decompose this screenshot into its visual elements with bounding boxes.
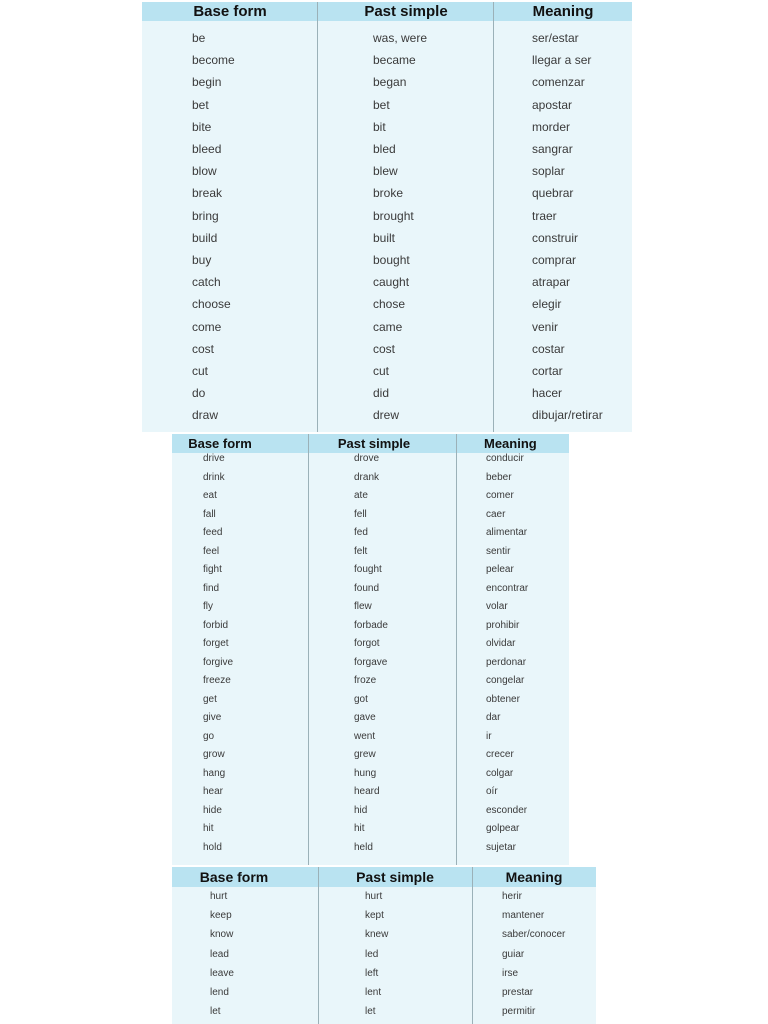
cell-base-form: bleed xyxy=(192,142,222,156)
cell-meaning: conducir xyxy=(486,453,524,464)
cell-base-form: cost xyxy=(192,341,215,356)
cell-meaning: hacer xyxy=(532,386,563,401)
cell-meaning: oír xyxy=(486,786,498,797)
table-header xyxy=(172,867,596,887)
cell-past-simple: bled xyxy=(373,142,396,156)
cell-meaning: prohibir xyxy=(486,619,520,631)
cell-meaning: crecer xyxy=(486,749,514,760)
cell-base-form: lend xyxy=(210,987,229,998)
cell-past-simple: kept xyxy=(365,910,384,922)
cell-meaning: prestar xyxy=(502,987,534,998)
table-header xyxy=(142,2,632,21)
cell-past-simple: began xyxy=(373,75,407,90)
cell-meaning: atrapar xyxy=(532,275,571,290)
cell-past-simple: bit xyxy=(373,119,386,134)
table-row xyxy=(142,253,632,267)
cell-past-simple: hurt xyxy=(365,891,383,902)
cell-meaning: encontrar xyxy=(486,582,529,594)
table-row xyxy=(142,231,632,245)
table-row xyxy=(142,364,632,378)
cell-meaning: sangrar xyxy=(532,142,573,156)
cell-past-simple: drew xyxy=(373,408,400,423)
table-row xyxy=(142,142,632,156)
header-base-form: Base form xyxy=(199,869,269,885)
cell-past-simple: drove xyxy=(354,453,380,464)
header-base-form: Base form xyxy=(193,3,267,20)
cell-past-simple: chose xyxy=(373,297,406,312)
cell-meaning: quebrar xyxy=(532,186,574,201)
cell-base-form: buy xyxy=(192,253,212,267)
cell-base-form: draw xyxy=(192,408,219,423)
cell-base-form: drive xyxy=(203,453,225,464)
cell-base-form: become xyxy=(192,53,235,68)
table-row xyxy=(172,527,569,541)
cell-meaning: sentir xyxy=(486,545,511,557)
cell-past-simple: ate xyxy=(354,490,368,501)
cell-base-form: begin xyxy=(192,75,222,90)
cell-base-form: let xyxy=(210,1006,221,1018)
cell-base-form: be xyxy=(192,31,206,45)
verb-table-2 xyxy=(172,434,569,865)
cell-meaning: comprar xyxy=(532,253,577,267)
table-row xyxy=(142,275,632,289)
table-row xyxy=(172,712,569,726)
table-row xyxy=(172,546,569,560)
cell-past-simple: fought xyxy=(354,564,382,575)
cell-meaning: beber xyxy=(486,471,512,483)
cell-meaning: construir xyxy=(532,230,579,245)
cell-meaning: caer xyxy=(486,508,506,520)
cell-meaning: congelar xyxy=(486,675,525,686)
table-row xyxy=(172,601,569,615)
cell-meaning: irse xyxy=(502,967,519,979)
cell-base-form: bite xyxy=(192,119,212,134)
table-row xyxy=(142,408,632,422)
cell-meaning: pelear xyxy=(486,564,514,575)
cell-past-simple: came xyxy=(373,319,403,334)
cell-meaning: saber/conocer xyxy=(502,929,566,941)
cell-past-simple: cost xyxy=(373,341,396,356)
table-row xyxy=(172,823,569,837)
cell-past-simple: flew xyxy=(354,601,372,612)
cell-past-simple: grew xyxy=(354,749,376,760)
cell-meaning: perdonar xyxy=(486,656,527,668)
table-row xyxy=(142,186,632,200)
cell-base-form: forget xyxy=(203,638,229,649)
cell-past-simple: broke xyxy=(373,186,404,201)
cell-meaning: costar xyxy=(532,341,565,356)
cell-base-form: hang xyxy=(203,767,226,779)
cell-meaning: colgar xyxy=(486,767,514,779)
cell-base-form: fall xyxy=(203,508,216,520)
table-row xyxy=(172,675,569,689)
cell-meaning: herir xyxy=(502,891,523,902)
cell-meaning: comer xyxy=(486,490,514,501)
cell-base-form: bet xyxy=(192,97,209,112)
table-row xyxy=(172,786,569,800)
header-past-simple: Past simple xyxy=(356,869,434,885)
cell-meaning: llegar a ser xyxy=(532,53,592,68)
cell-past-simple: hung xyxy=(354,767,377,779)
cell-past-simple: fed xyxy=(354,527,368,538)
cell-past-simple: froze xyxy=(354,675,377,686)
cell-past-simple: built xyxy=(373,230,396,245)
cell-past-simple: fell xyxy=(354,508,367,520)
table-row xyxy=(142,31,632,45)
table-row xyxy=(172,694,569,708)
cell-past-simple: held xyxy=(354,841,373,853)
cell-base-form: choose xyxy=(192,297,231,312)
cell-past-simple: went xyxy=(354,730,376,742)
table-row xyxy=(172,805,569,819)
cell-past-simple: forbade xyxy=(354,619,388,631)
cell-meaning: dibujar/retirar xyxy=(532,408,603,423)
cell-base-form: fight xyxy=(203,564,222,575)
cell-base-form: go xyxy=(203,730,215,742)
table-row xyxy=(172,472,569,486)
cell-meaning: elegir xyxy=(532,297,562,312)
cell-base-form: feel xyxy=(203,545,220,557)
table-row xyxy=(172,987,596,1001)
cell-meaning: alimentar xyxy=(486,527,528,538)
table-row xyxy=(172,564,569,578)
cell-meaning: ser/estar xyxy=(532,31,579,45)
header-past-simple: Past simple xyxy=(337,436,411,451)
table-row xyxy=(142,75,632,89)
cell-base-form: drink xyxy=(203,471,225,483)
cell-past-simple: forgave xyxy=(354,656,388,668)
cell-base-form: bring xyxy=(192,208,219,223)
cell-base-form: leave xyxy=(210,967,234,979)
cell-base-form: break xyxy=(192,186,223,201)
cell-past-simple: became xyxy=(373,53,416,68)
cell-past-simple: blew xyxy=(373,164,398,179)
cell-meaning: traer xyxy=(532,208,557,223)
verb-table-3 xyxy=(172,867,596,1024)
cell-past-simple: bought xyxy=(373,253,410,267)
cell-past-simple: left xyxy=(365,967,379,979)
cell-base-form: feed xyxy=(203,527,223,538)
cell-past-simple: forgot xyxy=(354,638,380,649)
cell-meaning: ir xyxy=(486,730,492,742)
table-row xyxy=(142,120,632,134)
header-meaning: Meaning xyxy=(532,3,594,20)
table-row xyxy=(142,320,632,334)
cell-base-form: find xyxy=(203,582,220,594)
table-row xyxy=(172,842,569,856)
table-row xyxy=(172,949,596,963)
table-row xyxy=(142,386,632,400)
table-row xyxy=(172,509,569,523)
cell-meaning: mantener xyxy=(502,910,545,922)
cell-base-form: build xyxy=(192,230,218,245)
table-row xyxy=(142,209,632,223)
cell-meaning: dar xyxy=(486,712,501,723)
cell-past-simple: bet xyxy=(373,97,390,112)
cell-base-form: hit xyxy=(203,823,214,834)
cell-base-form: blow xyxy=(192,164,217,179)
cell-base-form: keep xyxy=(210,910,232,922)
cell-base-form: give xyxy=(203,712,222,723)
cell-past-simple: cut xyxy=(373,364,390,378)
cell-past-simple: did xyxy=(373,386,390,401)
cell-base-form: eat xyxy=(203,490,217,501)
table-row xyxy=(142,342,632,356)
table-row xyxy=(172,620,569,634)
cell-base-form: hear xyxy=(203,786,224,797)
header-past-simple: Past simple xyxy=(364,3,448,20)
cell-meaning: venir xyxy=(532,319,559,334)
cell-meaning: comenzar xyxy=(532,75,585,90)
table-row xyxy=(172,891,596,905)
verb-table-1 xyxy=(142,2,632,432)
cell-meaning: permitir xyxy=(502,1006,536,1018)
cell-base-form: get xyxy=(203,693,217,705)
header-base-form: Base form xyxy=(188,436,252,451)
table-row xyxy=(172,1006,596,1020)
cell-meaning: sujetar xyxy=(486,841,517,853)
cell-past-simple: led xyxy=(365,948,379,960)
cell-meaning: esconder xyxy=(486,804,528,816)
cell-meaning: golpear xyxy=(486,823,520,834)
cell-past-simple: drank xyxy=(354,471,380,483)
cell-past-simple: let xyxy=(365,1006,376,1018)
cell-base-form: forgive xyxy=(203,656,234,668)
table-header xyxy=(172,434,569,453)
table-row xyxy=(172,731,569,745)
cell-base-form: hide xyxy=(203,804,222,816)
cell-base-form: come xyxy=(192,319,222,334)
table-row xyxy=(142,164,632,178)
cell-base-form: hold xyxy=(203,841,222,853)
cell-past-simple: was, were xyxy=(373,31,428,45)
table-row xyxy=(172,657,569,671)
table-row xyxy=(172,583,569,597)
table-row xyxy=(142,53,632,67)
cell-base-form: lead xyxy=(210,948,229,960)
cell-past-simple: caught xyxy=(373,275,410,290)
cell-base-form: catch xyxy=(192,275,221,290)
table-row xyxy=(142,297,632,311)
cell-base-form: freeze xyxy=(203,675,231,686)
cell-past-simple: heard xyxy=(354,786,380,797)
cell-past-simple: found xyxy=(354,582,380,594)
cell-meaning: morder xyxy=(532,119,571,134)
table-row xyxy=(172,638,569,652)
cell-base-form: grow xyxy=(203,749,225,760)
cell-past-simple: hid xyxy=(354,804,368,816)
cell-meaning: guiar xyxy=(502,948,525,960)
cell-meaning: obtener xyxy=(486,693,520,705)
cell-base-form: cut xyxy=(192,364,209,378)
table-row xyxy=(172,929,596,943)
table-row xyxy=(172,768,569,782)
cell-base-form: fly xyxy=(203,601,213,612)
table-row xyxy=(172,453,569,467)
cell-meaning: olvidar xyxy=(486,638,516,649)
cell-base-form: know xyxy=(210,929,234,941)
cell-base-form: do xyxy=(192,386,206,401)
cell-past-simple: brought xyxy=(373,208,414,223)
table-row xyxy=(172,490,569,504)
table-row xyxy=(172,968,596,982)
cell-meaning: apostar xyxy=(532,97,573,112)
cell-past-simple: got xyxy=(354,693,368,705)
cell-meaning: volar xyxy=(486,601,508,612)
header-meaning: Meaning xyxy=(505,869,563,885)
cell-past-simple: hit xyxy=(354,823,365,834)
table-row xyxy=(172,910,596,924)
cell-base-form: forbid xyxy=(203,619,229,631)
table-row xyxy=(142,98,632,112)
cell-past-simple: lent xyxy=(365,987,382,998)
cell-meaning: cortar xyxy=(532,364,563,378)
header-meaning: Meaning xyxy=(484,436,537,451)
cell-base-form: hurt xyxy=(210,891,228,902)
cell-past-simple: felt xyxy=(354,545,368,557)
cell-past-simple: knew xyxy=(365,929,389,941)
cell-past-simple: gave xyxy=(354,712,376,723)
table-row xyxy=(172,749,569,763)
cell-meaning: soplar xyxy=(532,164,565,179)
